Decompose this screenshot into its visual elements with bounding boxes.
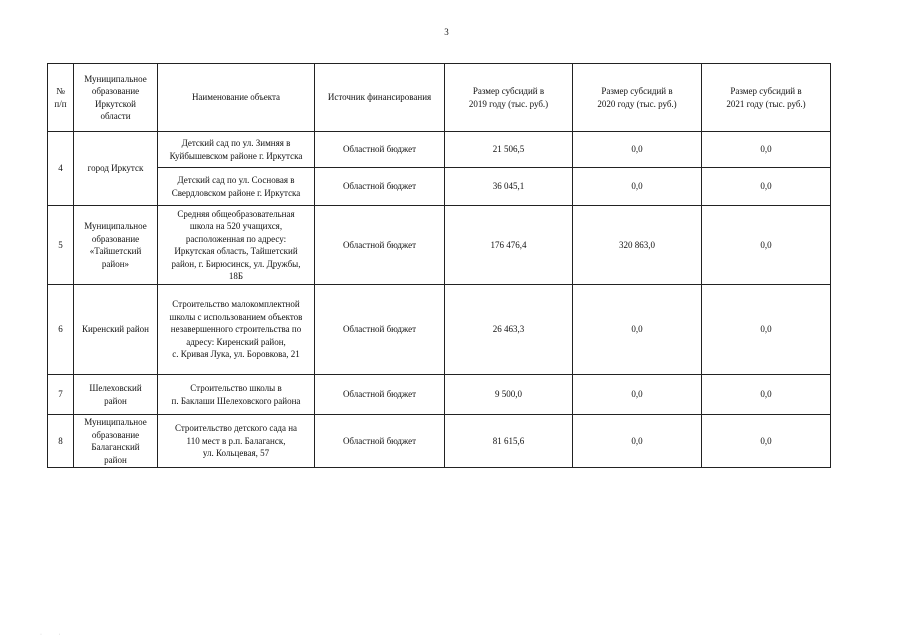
- cell-text-line: незавершенного строительства по: [170, 324, 302, 335]
- cell-text-line: образование: [91, 429, 140, 440]
- cell-text-line: Балаганский: [91, 442, 140, 452]
- cell-text-line: 18Б: [228, 271, 244, 281]
- cell-text-line: Размер субсидий в: [730, 86, 802, 96]
- header-cell-number: [48, 64, 74, 132]
- subsidy-2020-cell: 0,0: [573, 285, 702, 375]
- cell-text-line: Размер субсидий в: [601, 86, 673, 96]
- cell-text-line: адресу: Киренский район,: [186, 336, 286, 347]
- table-row: [48, 415, 831, 468]
- municipality-cell: [74, 206, 158, 285]
- cell-text-line: Киренский район: [81, 324, 149, 335]
- cell-text-line: 2021 году (тыс. руб.): [726, 98, 806, 109]
- header-cell-2020: [573, 64, 702, 132]
- cell-text-line: район, г. Бирюсинск, ул. Дружбы,: [171, 258, 301, 269]
- subsidy-2021-cell: 0,0: [702, 285, 831, 375]
- cell-text-line: Размер субсидий в: [472, 86, 545, 96]
- page-number: 3: [444, 27, 449, 37]
- header-cell-source: [315, 64, 445, 132]
- cell-text-line: школы с использованием объектов: [169, 311, 303, 322]
- funding-source-cell: Областной бюджет: [315, 285, 445, 375]
- subsidy-2021-cell: 0,0: [702, 415, 831, 468]
- table-row: [48, 375, 831, 415]
- scan-specks: · ·: [40, 632, 61, 638]
- municipality-cell: [74, 285, 158, 375]
- cell-text-line: Муниципальное: [84, 221, 147, 231]
- funding-source-cell: Областной бюджет: [315, 132, 445, 168]
- subsidy-2019-cell: 21 506,5: [445, 132, 573, 168]
- cell-text-line: Куйбышевском районе г. Иркутска: [169, 150, 303, 161]
- object-name-cell: [158, 415, 315, 468]
- cell-text-line: Иркутской: [94, 98, 136, 109]
- cell-text-line: 2020 году (тыс. руб.): [597, 98, 677, 109]
- header-cell-2019: [445, 64, 573, 132]
- object-name-cell: [158, 285, 315, 375]
- subsidy-2020-cell: 0,0: [573, 168, 702, 206]
- header-cell-municipality: [74, 64, 158, 132]
- cell-text-line: «Тайшетский: [89, 246, 142, 256]
- cell-text-line: образование: [91, 233, 140, 244]
- subsidy-2020-cell: 320 863,0: [573, 206, 702, 285]
- table-body: [48, 132, 831, 468]
- cell-text-line: Иркутская область, Тайшетский: [174, 246, 298, 256]
- header-cell-object: [158, 64, 315, 132]
- subsidy-2021-cell: 0,0: [702, 132, 831, 168]
- cell-text-line: 110 мест в р.п. Балаганск,: [186, 435, 286, 446]
- cell-text-line: район: [104, 454, 127, 465]
- cell-text-line: области: [100, 111, 131, 121]
- cell-text-line: с. Кривая Лука, ул. Боровкова, 21: [172, 349, 300, 360]
- subsidy-2020-cell: 0,0: [573, 375, 702, 415]
- municipality-cell: [74, 132, 158, 206]
- table-row: [48, 168, 831, 206]
- cell-text-line: Источник финансирования: [327, 92, 432, 103]
- funding-source-cell: Областной бюджет: [315, 168, 445, 206]
- cell-text-line: п/п: [54, 98, 67, 109]
- row-number-cell: 8: [48, 415, 74, 468]
- object-name-cell: [158, 168, 315, 206]
- cell-text-line: 2019 году (тыс. руб.): [468, 98, 549, 109]
- table-row: [48, 285, 831, 375]
- object-name-cell: [158, 132, 315, 168]
- subsidy-2019-cell: 36 045,1: [445, 168, 573, 206]
- subsidy-2019-cell: 81 615,6: [445, 415, 573, 468]
- municipality-cell: [74, 375, 158, 415]
- cell-text-line: район: [104, 395, 127, 406]
- subsidy-2019-cell: 176 476,4: [445, 206, 573, 285]
- cell-text-line: расположенная по адресу:: [185, 233, 287, 244]
- municipality-cell: [74, 415, 158, 468]
- subsidy-table: [47, 63, 831, 468]
- subsidy-2019-cell: 26 463,3: [445, 285, 573, 375]
- cell-text-line: Средняя общеобразовательная: [177, 208, 295, 219]
- object-name-cell: [158, 375, 315, 415]
- cell-text-line: Строительство детского сада на: [174, 423, 298, 434]
- cell-text-line: Строительство малокомплектной: [172, 299, 300, 310]
- table-row: [48, 206, 831, 285]
- cell-text-line: Муниципальное: [84, 417, 147, 427]
- cell-text-line: школа на 520 учащихся,: [189, 221, 283, 231]
- cell-text-line: образование: [91, 86, 140, 96]
- row-number-cell: 5: [48, 206, 74, 285]
- table-row: [48, 132, 831, 168]
- cell-text-line: Детский сад по ул. Сосновая в: [177, 175, 295, 185]
- subsidy-2020-cell: 0,0: [573, 132, 702, 168]
- object-name-cell: [158, 206, 315, 285]
- subsidy-2020-cell: 0,0: [573, 415, 702, 468]
- subsidy-2021-cell: 0,0: [702, 375, 831, 415]
- header-cell-2021: [702, 64, 831, 132]
- subsidy-2021-cell: 0,0: [702, 206, 831, 285]
- cell-text-line: Муниципальное: [84, 73, 147, 84]
- row-number-cell: 7: [48, 375, 74, 415]
- cell-text-line: №: [56, 86, 65, 96]
- cell-text-line: Строительство школы в: [190, 383, 282, 393]
- cell-text-line: район»: [101, 258, 130, 269]
- table-header-row: [48, 64, 831, 132]
- subsidy-2021-cell: 0,0: [702, 168, 831, 206]
- row-number-cell: 6: [48, 285, 74, 375]
- row-number-cell: 4: [48, 132, 74, 206]
- cell-text-line: ул. Кольцевая, 57: [202, 448, 270, 459]
- funding-source-cell: Областной бюджет: [315, 206, 445, 285]
- cell-text-line: Детский сад по ул. Зимняя в: [181, 138, 291, 148]
- cell-text-line: город Иркутск: [87, 163, 144, 174]
- cell-text-line: Наименование объекта: [191, 92, 281, 103]
- cell-text-line: Шелеховский: [89, 383, 142, 393]
- funding-source-cell: Областной бюджет: [315, 375, 445, 415]
- cell-text-line: п. Баклаши Шелеховского района: [171, 395, 301, 406]
- cell-text-line: Свердловском районе г. Иркутска: [171, 187, 301, 198]
- subsidy-2019-cell: 9 500,0: [445, 375, 573, 415]
- funding-source-cell: Областной бюджет: [315, 415, 445, 468]
